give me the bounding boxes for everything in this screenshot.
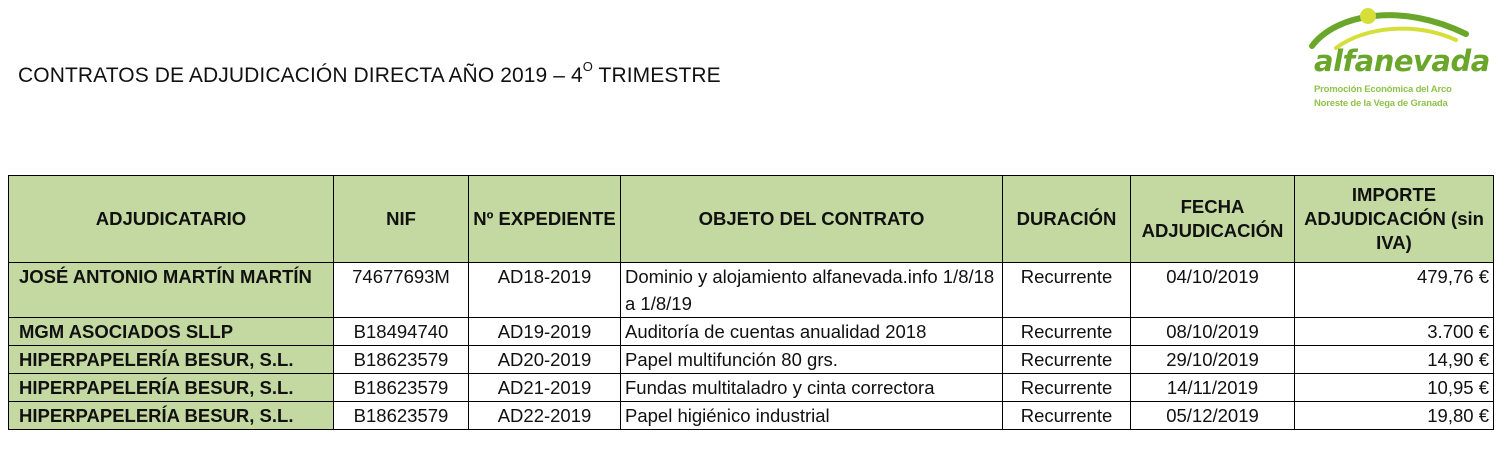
cell-adjudicatario: HIPERPAPELERÍA BESUR, S.L. <box>9 346 334 374</box>
col-header-fecha: FECHA ADJUDICACIÓN <box>1131 176 1295 263</box>
cell-duracion: Recurrente <box>1003 318 1131 346</box>
table-header-row <box>9 176 1494 263</box>
col-header-adjudicatario: ADJUDICATARIO <box>9 176 334 263</box>
cell-duracion: Recurrente <box>1003 402 1131 430</box>
cell-objeto: Dominio y alojamiento alfanevada.info 1/8/18 a 1/8/19 <box>621 263 1003 318</box>
title-main: CONTRATOS DE ADJUDICACIÓN DIRECTA AÑO 2019 – 4 <box>18 64 583 87</box>
table-row <box>9 374 1494 402</box>
cell-importe: 479,76 € <box>1295 263 1494 318</box>
cell-duracion: Recurrente <box>1003 263 1131 318</box>
logo-brand: alfanevada <box>1314 44 1490 78</box>
cell-expediente: AD19-2019 <box>469 318 621 346</box>
col-header-duracion: DURACIÓN <box>1003 176 1131 263</box>
cell-expediente: AD18-2019 <box>469 263 621 318</box>
title-end: TRIMESTRE <box>592 64 721 87</box>
cell-adjudicatario: HIPERPAPELERÍA BESUR, S.L. <box>9 374 334 402</box>
title-superscript: O <box>582 59 593 74</box>
col-header-nif: NIF <box>334 176 469 263</box>
table-row <box>9 402 1494 430</box>
cell-nif: B18623579 <box>334 374 469 402</box>
col-header-importe: IMPORTE ADJUDICACIÓN (sin IVA) <box>1295 176 1494 263</box>
cell-nif: 74677693M <box>334 263 469 318</box>
cell-nif: B18623579 <box>334 402 469 430</box>
cell-duracion: Recurrente <box>1003 374 1131 402</box>
cell-adjudicatario: MGM ASOCIADOS SLLP <box>9 318 334 346</box>
table-row <box>9 263 1494 318</box>
cell-fecha: 14/11/2019 <box>1131 374 1295 402</box>
cell-adjudicatario: HIPERPAPELERÍA BESUR, S.L. <box>9 402 334 430</box>
cell-fecha: 05/12/2019 <box>1131 402 1295 430</box>
cell-fecha: 08/10/2019 <box>1131 318 1295 346</box>
col-header-objeto: OBJETO DEL CONTRATO <box>621 176 1003 263</box>
logo-subtitle-2: Noreste de la Vega de Granada <box>1314 98 1448 109</box>
cell-nif: B18494740 <box>334 318 469 346</box>
alfanevada-logo <box>1306 4 1490 122</box>
cell-objeto: Fundas multitaladro y cinta correctora <box>621 374 1003 402</box>
cell-importe: 19,80 € <box>1295 402 1494 430</box>
table-row <box>9 346 1494 374</box>
cell-adjudicatario: JOSÉ ANTONIO MARTÍN MARTÍN <box>9 263 334 318</box>
col-header-expediente: Nº EXPEDIENTE <box>469 176 621 263</box>
cell-importe: 3.700 € <box>1295 318 1494 346</box>
cell-nif: B18623579 <box>334 346 469 374</box>
cell-duracion: Recurrente <box>1003 346 1131 374</box>
cell-objeto: Papel higiénico industrial <box>621 402 1003 430</box>
cell-objeto: Papel multifunción 80 grs. <box>621 346 1003 374</box>
cell-fecha: 29/10/2019 <box>1131 346 1295 374</box>
contracts-table <box>8 175 1494 430</box>
cell-fecha: 04/10/2019 <box>1131 263 1295 318</box>
cell-objeto: Auditoría de cuentas anualidad 2018 <box>621 318 1003 346</box>
page-title <box>18 59 721 88</box>
cell-expediente: AD22-2019 <box>469 402 621 430</box>
cell-importe: 14,90 € <box>1295 346 1494 374</box>
logo-subtitle-1: Promoción Económica del Arco <box>1314 84 1452 95</box>
cell-importe: 10,95 € <box>1295 374 1494 402</box>
cell-expediente: AD20-2019 <box>469 346 621 374</box>
cell-expediente: AD21-2019 <box>469 374 621 402</box>
table-row <box>9 318 1494 346</box>
